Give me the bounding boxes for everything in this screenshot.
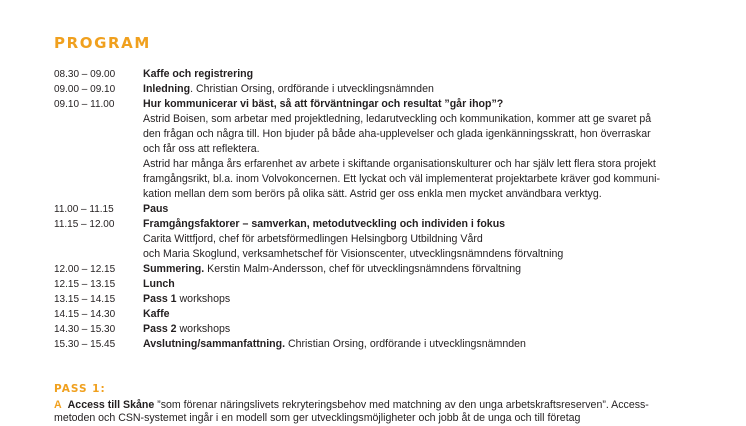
schedule-row [54,337,714,352]
schedule-row [54,217,714,232]
schedule-row [54,262,714,277]
description-line: framgångsrikt, bl.a. inom Volvokoncernen. Ett lyckat och väl implementerat projektarbete kräver god kommuni- [143,173,660,185]
schedule-time: 09.00 – 09.10 [54,84,116,95]
schedule-text: . Christian Orsing, ordförande i utvecklingsnämnden [190,83,434,95]
schedule-content [143,292,714,307]
schedule-title: Avslutning/sammanfattning. [143,338,286,350]
description-line: den frågan och några till. Hon bjuder på både aha-upplevelser och glada igenkänningsskratt, hon överraskar [143,128,651,140]
schedule-row [54,292,714,307]
schedule-text: Kerstin Malm-Andersson, chef för utvecklingsnämndens förvaltning [204,263,522,275]
session-description [143,112,714,202]
description-line: kation mellan dem som berörs på olika sätt. Astrid ger oss enkla men mycket användbara verktyg. [143,188,602,200]
schedule-content [143,202,714,217]
schedule-content [143,262,714,277]
schedule-time: 14.30 – 15.30 [54,324,116,335]
schedule-content [143,277,714,292]
schedule-content [143,337,714,352]
pass1-text-continued: metoden och CSN-systemet ingår i en modell som ger utvecklingsmöjligheter och jobb åt de unga och till företag [54,412,581,424]
schedule-title: Inledning [143,83,191,95]
schedule-row [54,277,714,292]
schedule-text: workshops [176,323,231,335]
schedule-time: 15.30 – 15.45 [54,339,116,350]
schedule-row [54,97,714,112]
schedule-time: 11.00 – 11.15 [54,204,114,215]
schedule-title: Summering. [143,263,205,275]
schedule-time: 12.15 – 13.15 [54,279,116,290]
schedule-row [54,67,714,82]
schedule-row [54,202,714,217]
schedule-time: 09.10 – 11.00 [54,99,115,110]
schedule-title: Pass 2 [143,323,177,335]
schedule-time: 11.15 – 12.00 [54,219,115,230]
schedule-content [143,322,714,337]
pass1-heading: PASS 1: [54,383,106,395]
schedule [54,67,714,352]
schedule-title: Lunch [143,278,175,290]
schedule-content [143,307,714,322]
schedule-content [143,97,714,112]
schedule-content [143,82,714,97]
schedule-time: 13.15 – 14.15 [54,294,116,305]
schedule-title: Hur kommunicerar vi bäst, så att förväntningar och resultat ”går ihop”? [143,98,504,110]
schedule-row [54,307,714,322]
schedule-text: workshops [176,293,231,305]
description-line: Astrid Boisen, som arbetar med projektledning, ledarutveckling och kommunikation, kommer att ge svaret på [143,113,652,125]
session-speakers [143,232,714,262]
schedule-text: Christian Orsing, ordförande i utvecklingsnämnden [285,338,526,350]
schedule-time: 14.15 – 14.30 [54,309,116,320]
pass1-letter: A [54,399,62,411]
description-line: Astrid har många års erfarenhet av arbete i skiftande organisationskulturer och har själv lett flera stora projekt [143,158,656,170]
schedule-content [143,217,714,232]
pass1-text: ”som förenar näringslivets rekryteringsbehov med matchning av den unga arbetskraftsreserven”. Access- [154,399,649,411]
description-line: och får oss att reflektera. [143,143,260,155]
schedule-title: Paus [143,203,169,215]
schedule-row [54,322,714,337]
schedule-time: 12.00 – 12.15 [54,264,116,275]
schedule-time: 08.30 – 09.00 [54,69,116,80]
schedule-title: Framgångsfaktorer – samverkan, metodutveckling och individen i fokus [143,218,506,230]
schedule-title: Kaffe och registrering [143,68,254,80]
program-heading: PROGRAM [54,34,151,52]
speaker-line: och Maria Skoglund, verksamhetschef för Visionscenter, utvecklingsnämndens förvaltning [143,248,564,260]
pass1-title: Access till Skåne [67,399,155,411]
schedule-title: Pass 1 [143,293,177,305]
schedule-row [54,82,714,97]
schedule-content [143,67,714,82]
schedule-title: Kaffe [143,308,170,320]
speaker-line: Carita Wittfjord, chef för arbetsförmedlingen Helsingborg Utbildning Vård [143,233,483,245]
